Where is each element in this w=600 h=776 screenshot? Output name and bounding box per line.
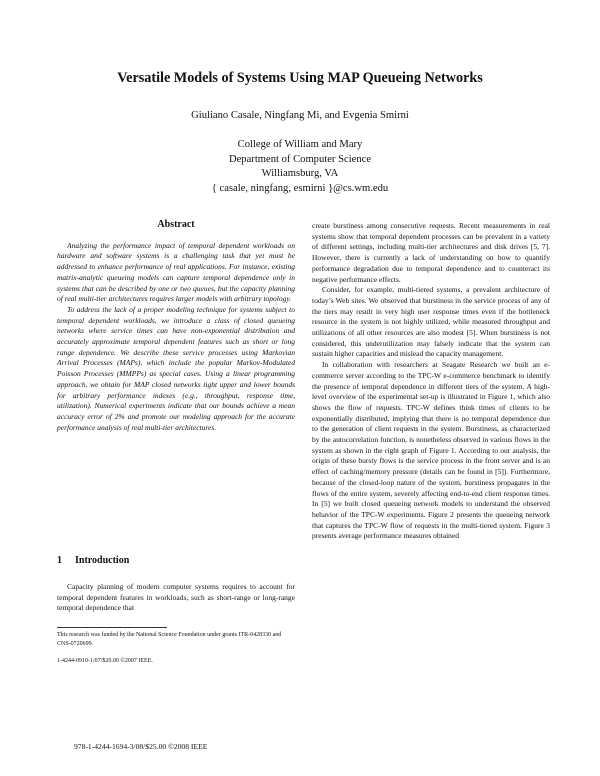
section-heading xyxy=(57,555,129,566)
section-number: 1 xyxy=(57,555,62,566)
affiliation-block xyxy=(0,138,600,196)
isbn-footer: 978-1-4244-1694-3/08/$25.00 ©2008 IEEE xyxy=(74,742,208,751)
body-paragraph: In collaboration with researchers at Seagate Research we built an e-commerce server according to the TPC-W e-commerce benchmark to identify the presence of temporal dependence in different tiers of the system. A high-level overview of the experimental set-up is illustrated in Figure 1, which also shows the flow of requests. TPC-W defines think times of clients to be exponentially distributed, implying that there is no temporal dependence due to the generation of client requests in the system. Burstiness, as characterized by the autocorrelation function, is nonetheless observed in various flows in the system as shown in the right graph of Figure 1. According to our analysis, the origin of these bursty flows is the service process in the front server and is an effect of caching/memory pressure (details can be found in [5]). Furthermore, because of the closed-loop nature of the system, burstiness propagates in the flows of the entire system, severely affecting end-to-end client response times. In [5] we built closed queueing network models to understand the observed behavior of the TPC-W experiments. Figure 2 presents the queueing network that captures the TPC-W flow of requests in the multi-tiered system. Figure 3 presents average performance measures obtained xyxy=(312,360,550,541)
body-paragraph: create burstiness among consecutive requests. Recent measurements in real systems show that temporal dependent processes can be prevalent in a variety of different settings, including multi-tier architectures and disk drives [5, 7]. However, there is currently a lack of understanding on how to quantify performance degradation due to temporal dependence and to counteract its negative performance effects. xyxy=(312,221,550,284)
paper-title: Versatile Models of Systems Using MAP Queueing Networks xyxy=(117,70,483,86)
copyright-notice: 1-4244-0910-1/07/$20.00 ©2007 IEEE. xyxy=(57,658,153,664)
abstract-paragraph: To address the lack of a proper modeling technique for systems subject to temporal dependent workloads, we introduce a class of closed queueing networks where service times can have non-exponential distribution and accurately approximate temporal dependent features such as short or long range dependence. We describe these service processes using Markovian Arrival Processes (MAPs), which include the popular Markov-Modulated Poisson Processes (MMPPs) as special cases. Using a linear programming approach, we obtain for MAP closed networks tight upper and lower bounds for arbitrary performance indexes (e.g., throughput, response time, utilization). Numerical experiments indicate that our bounds achieve a mean accuracy error of 2% and promote our modeling approach for the accurate performance analysis of real multi-tier architectures. xyxy=(57,304,295,432)
affiliation-line: College of William and Mary xyxy=(237,139,363,150)
affiliation-line: Department of Computer Science xyxy=(228,153,372,165)
section-title: Introduction xyxy=(75,555,130,566)
abstract-paragraph: Analyzing the performance impact of temporal dependent workloads on hardware and software systems is a challenging task that yet must be addressed to enhance performance of real applications. For instance, existing matrix-analytic queueing models can capture temporal dependence only in systems that can be described by one or two queues, but the capacity planning of real multi-tier architectures requires larger models with arbitrary topology. xyxy=(57,240,295,304)
author-list: Giuliano Casale, Ningfang Mi, and Evgenia Smirni xyxy=(191,110,409,121)
abstract-heading: Abstract xyxy=(157,219,195,230)
left-column xyxy=(57,220,295,433)
right-column xyxy=(312,221,550,542)
affiliation-line: Williamsburg, VA xyxy=(261,168,339,179)
footnote-divider xyxy=(57,627,167,628)
intro-paragraph: Capacity planning of modern computer systems requires to account for temporal dependent features in workloads, such as short-range or long-range temporal dependence that xyxy=(57,582,295,613)
abstract-body xyxy=(57,241,295,434)
funding-footnote: This research was funded by the National Science Foundation under grants ITR-0428330 and CNS-0720699. xyxy=(57,632,282,647)
body-paragraph: Consider, for example, multi-tiered systems, a prevalent architecture of today’s Web sites. We observed that burstiness in the service process of any of the tiers may result in very high user response times even if the bottleneck resource in the system is not highly utilized, while measured throughput and utilizations of all other resources are also modest [5]. When burstiness is not considered, this underutilization may falsely indicate that the system can sustain higher capacities and mislead the capacity management. xyxy=(312,285,550,359)
affiliation-email: { casale, ningfang, esmirni }@cs.wm.edu xyxy=(211,182,389,194)
